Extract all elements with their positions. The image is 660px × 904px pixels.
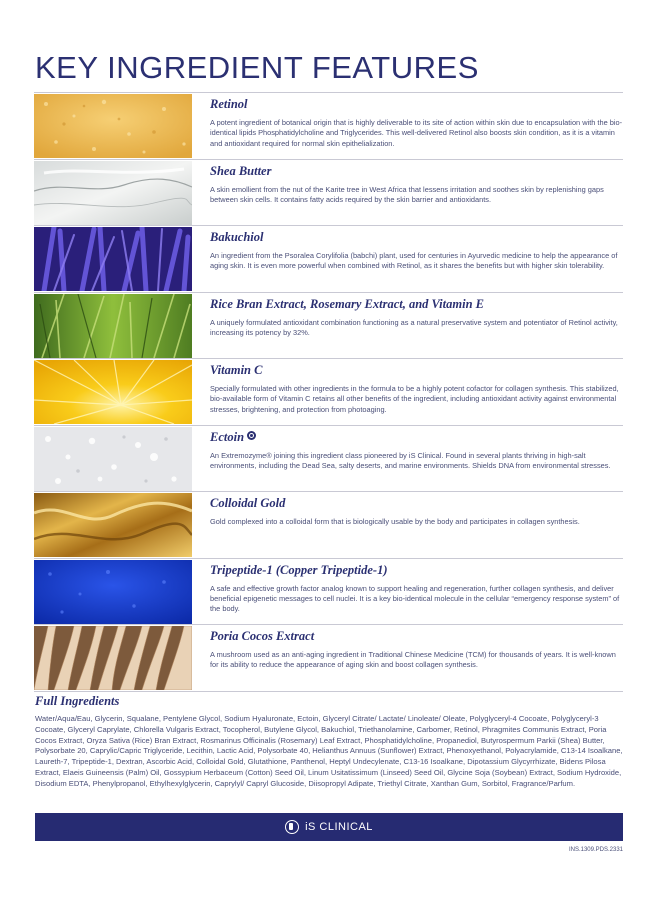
full-ingredients-title: Full Ingredients: [35, 694, 120, 708]
ingredient-name: Retinol: [210, 97, 248, 111]
full-ingredients-text: Water/Aqua/Eau, Glycerin, Squalane, Pentylene Glycol, Sodium Hyaluronate, Ectoin, Glyceryl Citrate/ Lactate/ Linoleate/ Oleate, Polyglyceryl-4 Cocoate, Polyglyceryl-3 Cocoate, Glyceryl Caprylate, Chlorella Vulgaris Extract, Tocopherol, Butylene Glycol, Bakuchiol, Triethanolamine, Carbomer, Retinol, Phragmites Communis Extract, Poria Cocos Extract, Oryza Sativa (Rice) Bran Extract, Rosmarinus Officinalis (Rosemary) Leaf Extract, Phosphatidylcholine, Propanediol, Butyrospermum Parkii (Shea) Butter, Polysorbate 20, Caprylic/Capric Triglyceride, Lecithin, Lactic Acid, Polysorbate 40, Helianthus Annuus (Sunflower) Extract, Phenoxyethanol, Polyacrylamide, C13-14 Isoalkane, Laureth-7, Tripeptide-1, Dextran, Ascorbic Acid, Colloidal Gold, Glutathione, Panthenol, Heptyl Undecylenate, C13-16 Isoalkane, Dipotassium Glycyrrhizate, Bidens Pilosa Extract, Elaeis Guineensis (Palm) Oil, Gossypium Herbaceum (Cotton) Seed Oil, Linum Usitatissimum (Linseed) Seed Oil, Glycine Soja (Soybean) Extract, Sodium Hydroxide, Disodium EDTA, Phenylpropanol, Ethylhexylglycerin, Caprylyl/ Capryl Glucoside, Diisopropyl Adipate, Triethyl Citrate, Xanthan Gum, Sorbitol, Fragrance/Parfum.: [35, 714, 623, 788]
ingredient-description: An Extremozyme® joining this ingredient class pioneered by iS Clinical. Found in several plants thriving in high-salt environments, including the Dead Sea, salty deserts, and marine environments. Shields DNA from environmental stresses.: [210, 450, 611, 470]
bakuchiol-image: [34, 227, 192, 291]
ingredient-description: A mushroom used as an anti-aging ingredient in Traditional Chinese Medicine (TCM) for thousands of years. It is well-known for its ability to reduce the appearance of aging skin and boost collagen synthesis.: [210, 650, 616, 670]
ingredient-description: A potent ingredient of botanical origin that is highly deliverable to its site of action within skin due to encapsulation with the bio-identical lipids Phosphatidylcholine and Triglycerides. This well-delivered Retinol also boosts skin condition, as it is a vitamin and antioxidant required for normal skin epithelialization.: [210, 118, 623, 148]
ingredient-description: An ingredient from the Psoralea Corylifolia (babchi) plant, used for centuries in Ayurvedic medicine to help the appearance of aging skin. It is even more powerful when combined with Retinol, as it shares the benefits but with higher skin tolerability.: [210, 251, 618, 271]
retinol-image: [34, 94, 192, 158]
ingredient-row: [34, 624, 623, 692]
ectoin-image: [34, 427, 192, 491]
document-code: INS.1309.PDS.2331: [568, 847, 623, 853]
rosemary-image: [34, 294, 192, 358]
vitamin-c-image: [34, 360, 192, 424]
ingredient-name: Rice Bran Extract, Rosemary Extract, and Vitamin E: [210, 296, 484, 311]
ingredient-name: [210, 430, 623, 445]
ingredient-name: Bakuchiol: [210, 230, 264, 244]
ingredient-list: [34, 92, 623, 692]
ingredient-row: [34, 225, 623, 292]
ingredient-name-text: Ectoin: [210, 429, 245, 444]
brand-logo: [285, 820, 373, 834]
ingredient-row: [34, 491, 623, 558]
ingredient-name: Tripeptide-1 (Copper Tripeptide-1): [210, 562, 388, 577]
extremozyme-icon: [247, 431, 256, 440]
ingredient-name: Poria Cocos Extract: [210, 629, 315, 643]
ingredient-row: [34, 358, 623, 425]
ingredient-row: [34, 159, 623, 226]
ingredient-name: Colloidal Gold: [210, 496, 286, 510]
tripeptide-image: [34, 560, 192, 624]
ingredient-name: Shea Butter: [210, 163, 272, 178]
ingredient-row: [34, 292, 623, 359]
colloidal-gold-image: [34, 493, 192, 557]
shea-butter-image: [34, 161, 192, 225]
ingredient-row: [34, 92, 623, 159]
brand-mark-icon: [285, 820, 299, 834]
page-title: KEY INGREDIENT FEATURES: [35, 50, 479, 85]
ingredient-description: A skin emollient from the nut of the Karite tree in West Africa that lessens irritation and soothes skin by replenishing gaps between skin cells. It contains fatty acids required by the skin barrier and antioxidants.: [210, 184, 604, 204]
brand-name: iS CLINICAL: [305, 821, 373, 833]
footer-bar: [35, 813, 623, 841]
ingredient-description: Gold complexed into a colloidal form that is biologically usable by the body and participates in collagen synthesis.: [210, 517, 580, 526]
ingredient-description: Specially formulated with other ingredients in the formula to be a highly potent cofactor for collagen synthesis. This stabilized, bio-available form of Vitamin C retains all other benefits of the ingredient, including antioxidant activity against environmental stresses, brightening, and protection from photoaging.: [210, 384, 619, 414]
poria-cocos-image: [34, 626, 192, 690]
ingredient-description: A uniquely formulated antioxidant combination functioning as a natural preservative system and potentiator of Retinol activity, increasing its potency by 32%.: [210, 317, 618, 337]
ingredient-description: A safe and effective growth factor analog known to support healing and regeneration, further collagen synthesis, and deliver beneficial epigenetic messages to cell nuclei. It is a key bio-identical molecule in the cellular “emergency response system” of the body.: [210, 583, 620, 614]
ingredient-name: Vitamin C: [210, 363, 263, 377]
ingredient-row: [34, 425, 623, 492]
ingredient-row: [34, 558, 623, 625]
